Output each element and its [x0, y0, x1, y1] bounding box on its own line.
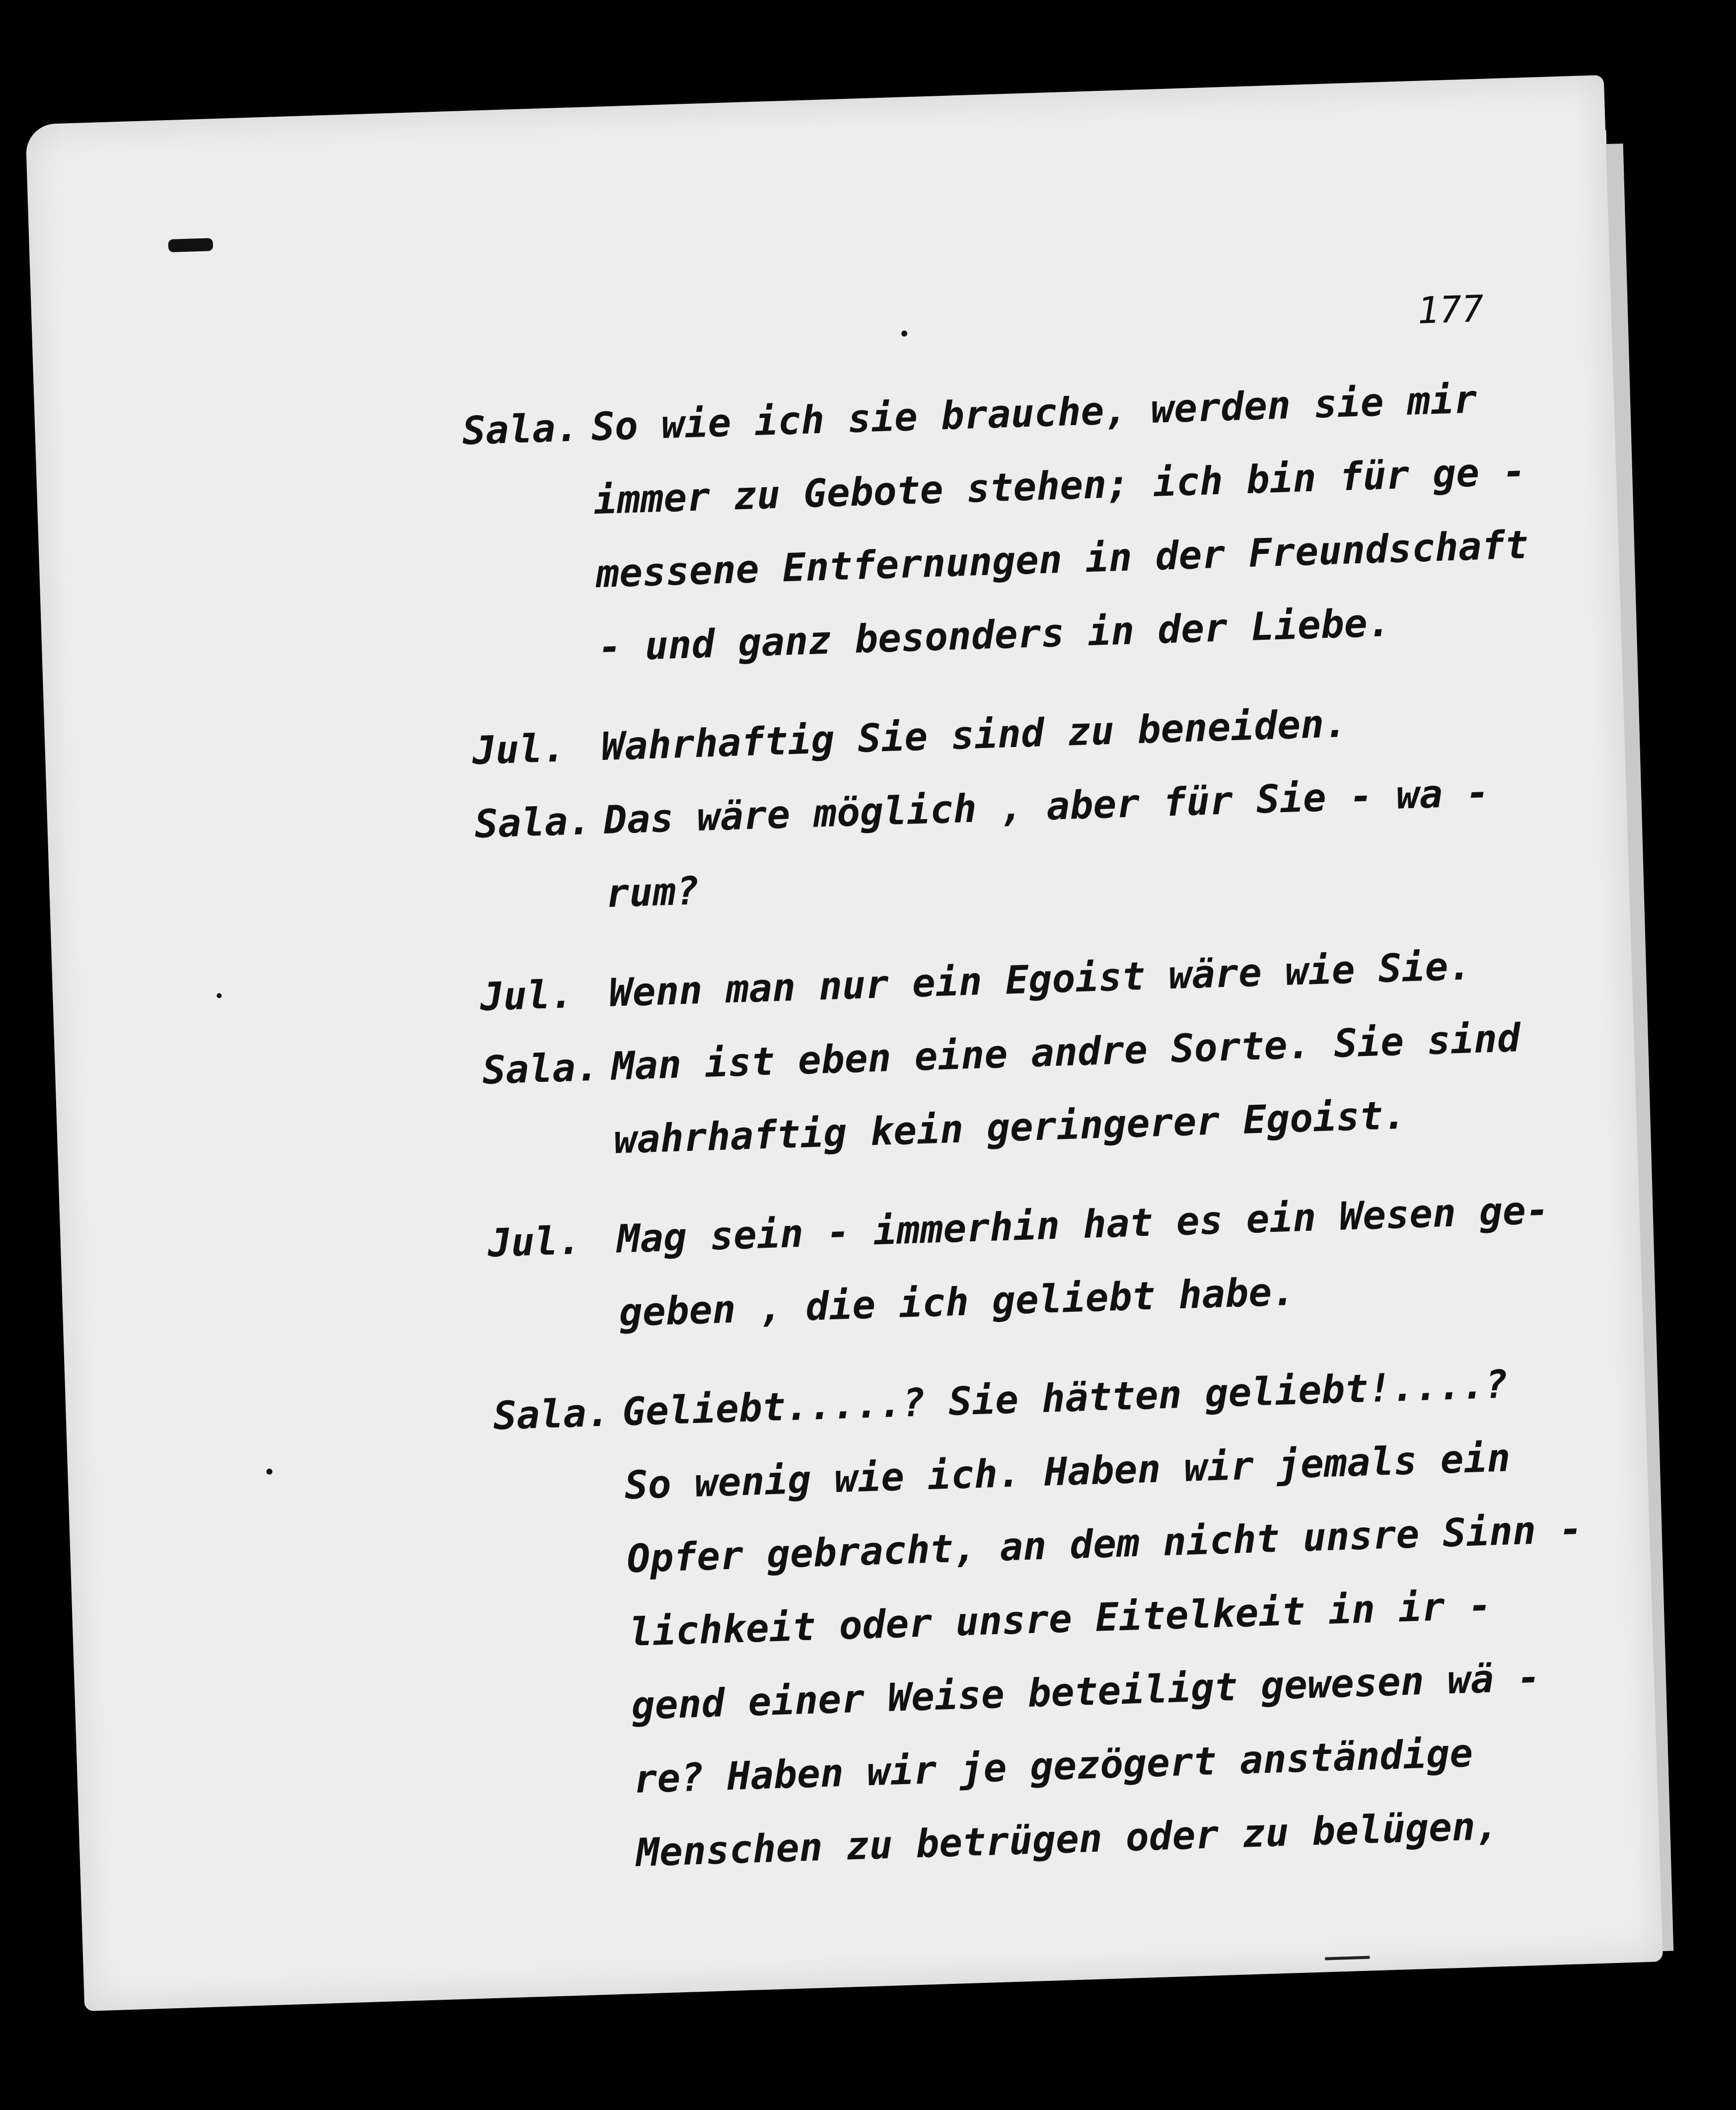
speaker-label: Sala.: [474, 798, 592, 847]
line-text: lichkeit oder unsre Eitelkeit in ir -: [628, 1583, 1493, 1656]
speaker-label: Sala.: [461, 405, 580, 454]
typescript-page: [25, 75, 1663, 2011]
line-text: rum?: [605, 869, 700, 916]
line-text: wahrhaftig kein geringerer Egoist.: [613, 1093, 1407, 1163]
line-text: Wahrhaftig Sie sind zu beneiden.: [600, 701, 1348, 770]
dialogue-block: [462, 373, 1651, 1908]
line-text: So wenig wie ich. Haben wir jemals ein: [624, 1435, 1511, 1508]
line-text: messene Entfernungen in der Freundschaft: [595, 523, 1529, 597]
line-text: So wie ich sie brauche, werden sie mir: [590, 377, 1478, 450]
line-text: Menschen zu betrügen oder zu belügen,: [635, 1804, 1500, 1876]
speaker-label: Jul.: [471, 726, 567, 774]
line-text: Wenn man nur ein Egoist wäre wie Sie.: [608, 944, 1472, 1016]
speaker-label: Sala.: [481, 1045, 600, 1093]
speaker-label: Sala.: [492, 1390, 611, 1439]
speaker-label: Jul.: [487, 1218, 582, 1266]
line-text: re? Haben wir je gezögert anständige: [633, 1731, 1474, 1803]
line-text: Geliebt.....? Sie hätten geliebt!....?: [621, 1362, 1509, 1435]
line-text: - und ganz besonders in der Liebe.: [597, 601, 1392, 671]
page-number: 177: [1416, 287, 1485, 332]
ink-blot: [168, 238, 214, 252]
line-text: immer zu Gebote stehen; ich bin für ge -: [593, 449, 1527, 524]
line-text: gend einer Weise beteiligt gewesen wä -: [631, 1655, 1541, 1729]
line-text: Das wäre möglich , aber für Sie - wa -: [603, 770, 1490, 843]
line-text: Mag sein - immerhin hat es ein Wesen ge-: [616, 1188, 1550, 1262]
speaker-label: Jul.: [479, 972, 574, 1020]
line-text: geben , die ich geliebt habe.: [618, 1269, 1296, 1336]
line-text: Opfer gebracht, an dem nicht unsre Sinn -: [626, 1507, 1584, 1582]
line-text: Man ist eben eine andre Sorte. Sie sind: [610, 1016, 1521, 1089]
